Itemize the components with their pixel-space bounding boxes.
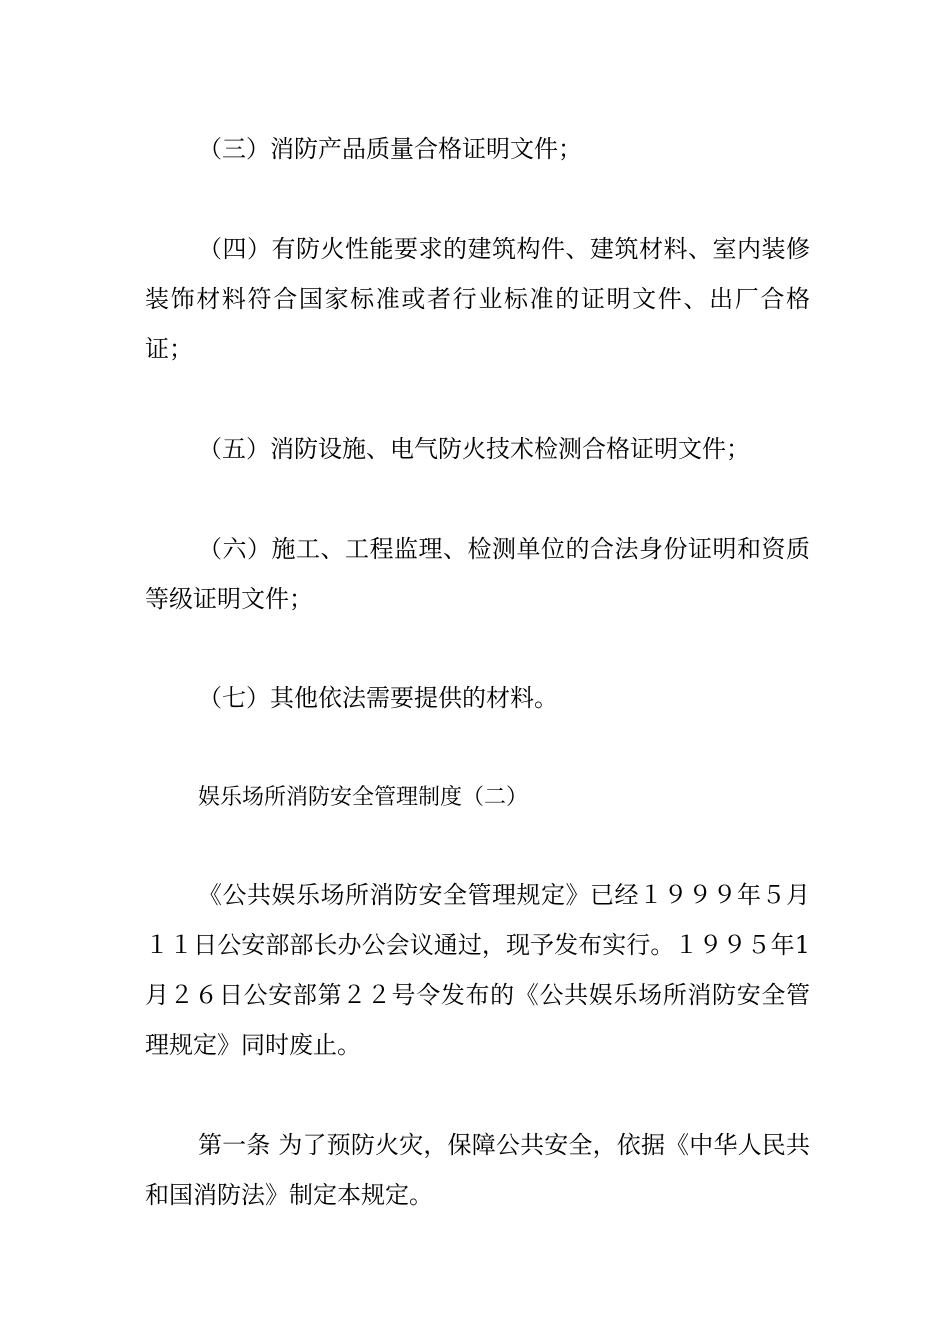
paragraph-item-4: （四）有防火性能要求的建筑构件、建筑材料、室内装修装饰材料符合国家标准或者行业标准的证明文件、出厂合格证； — [145, 235, 810, 363]
section-heading: 娱乐场所消防安全管理制度（二） — [198, 785, 529, 810]
intro-paragraph: 《公共娱乐场所消防安全管理规定》已经１９９９年５月１１日公安部部长办公会议通过，现予发布实行。１９９５年1月２６日公安部第２２号令发布的《公共娱乐场所消防安全管理规定》同时废止。 — [145, 881, 810, 1059]
paragraph-item-3: （三）消防产品质量合格证明文件； — [198, 135, 582, 163]
paragraph-item-6: （六）施工、工程监理、检测单位的合法身份证明和资质等级证明文件； — [145, 535, 810, 613]
paragraph-item-7: （七）其他依法需要提供的材料。 — [198, 684, 558, 712]
paragraph-item-5: （五）消防设施、电气防火技术检测合格证明文件； — [198, 435, 750, 463]
article-one-paragraph: 第一条 为了预防火灾，保障公共安全，依据《中华人民共和国消防法》制定本规定。 — [145, 1131, 810, 1209]
